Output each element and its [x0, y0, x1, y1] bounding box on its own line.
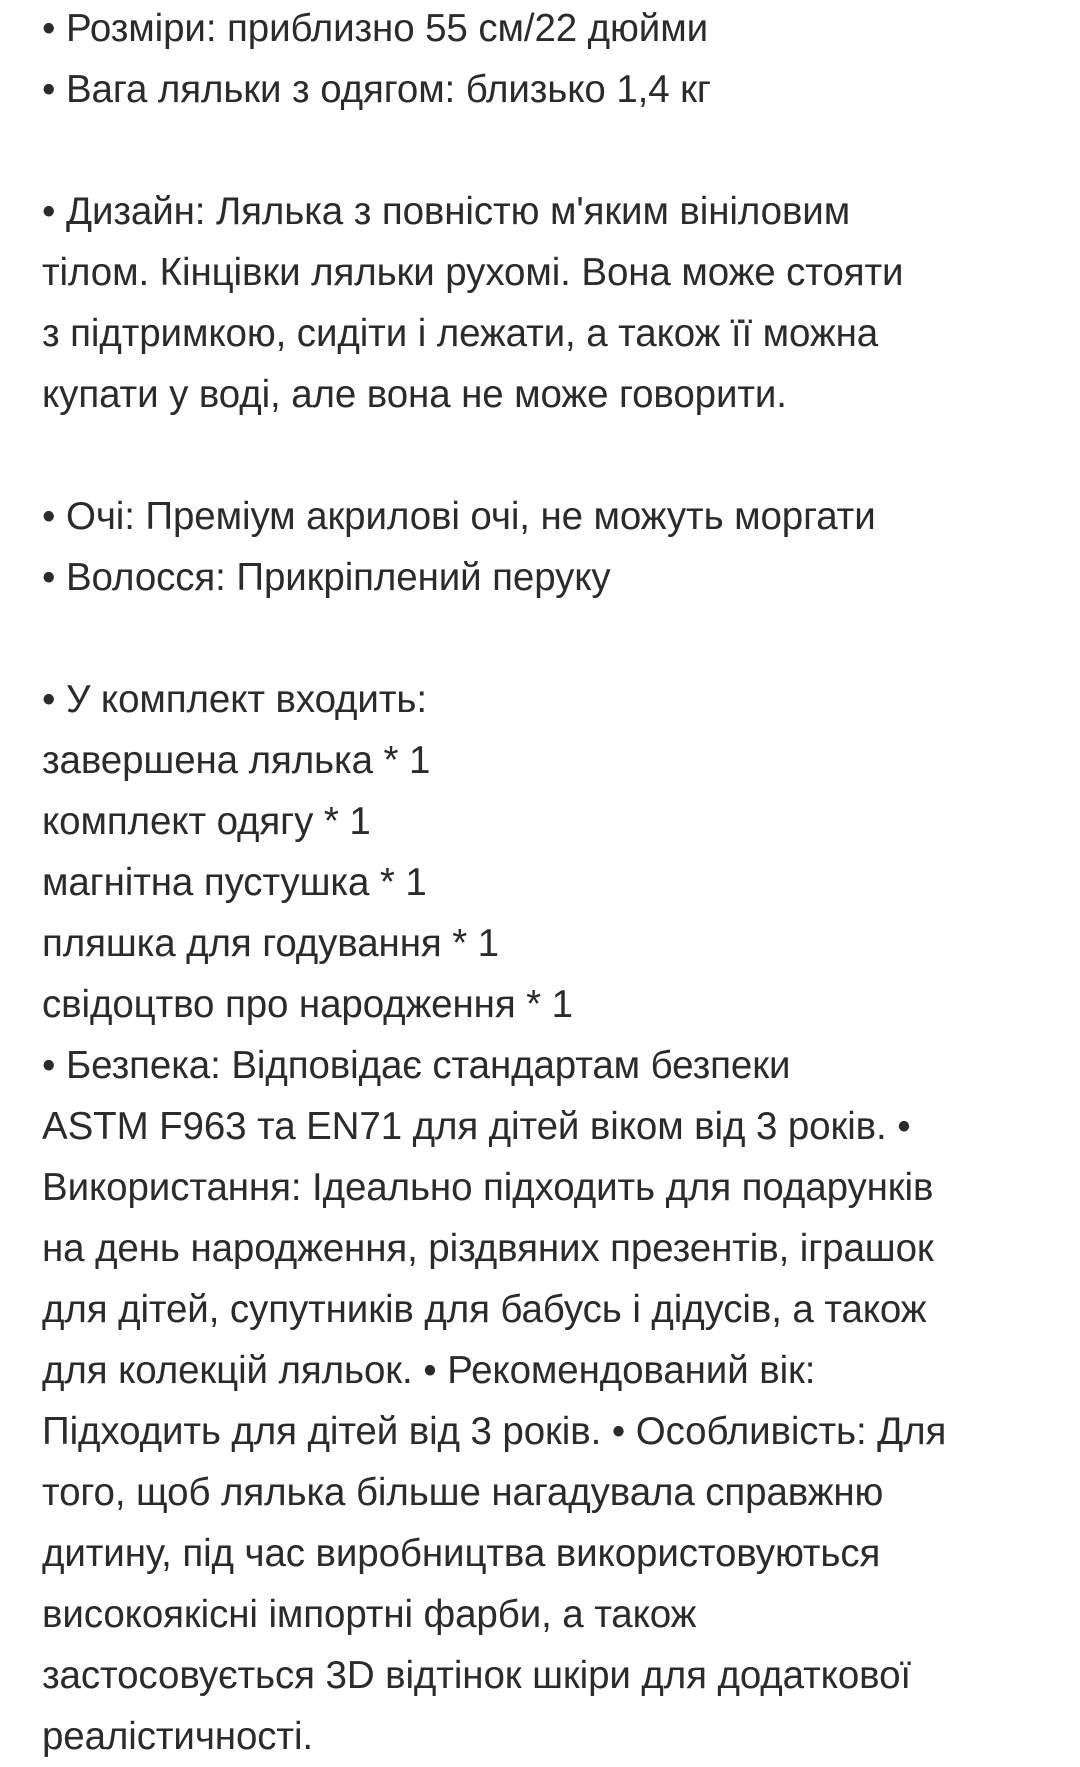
design-paragraph: [42, 181, 1040, 425]
details-line: Використання: Ідеально підходить для подарунків: [42, 1166, 934, 1209]
details-line: високоякісні імпортні фарби, а також: [42, 1593, 697, 1636]
details-line: застосовується 3D відтінок шкіри для додаткової: [42, 1654, 911, 1697]
details-line: для колекцій ляльок. • Рекомендований вік:: [42, 1349, 816, 1392]
package-item: завершена лялька * 1: [42, 739, 431, 782]
details-line: дитину, під час виробництва використовуються: [42, 1532, 881, 1575]
package-contents: [42, 669, 1040, 1035]
details-line: того, щоб лялька більше нагадувала справжню: [42, 1471, 884, 1514]
size-spec-line: • Розміри: приблизно 55 см/22 дюйми: [42, 7, 708, 50]
hair-feature-line: • Волосся: Прикріплений перуку: [42, 556, 611, 599]
paragraph-gap: [42, 120, 1040, 181]
details-line: • Безпека: Відповідає стандартам безпеки: [42, 1044, 791, 1087]
design-line: з підтримкою, сидіти і лежати, а також її можна: [42, 312, 879, 355]
package-item: свідоцтво про народження * 1: [42, 983, 573, 1026]
package-heading: • У комплект входить:: [42, 678, 427, 721]
details-line: на день народження, різдвяних презентів, іграшок: [42, 1227, 934, 1270]
design-line: купати у воді, але вона не може говорити.: [42, 373, 787, 416]
package-item: пляшка для годування * 1: [42, 922, 499, 965]
paragraph-gap: [42, 608, 1040, 669]
details-paragraph: [42, 1035, 1040, 1767]
package-item: комплект одягу * 1: [42, 800, 371, 843]
details-line: реалістичності.: [42, 1715, 314, 1758]
paragraph-gap: [42, 425, 1040, 486]
details-line: Підходить для дітей від 3 років. • Особливість: Для: [42, 1410, 947, 1453]
eyes-feature-line: • Очі: Преміум акрилові очі, не можуть моргати: [42, 495, 876, 538]
weight-spec-line: • Вага ляльки з одягом: близько 1,4 кг: [42, 68, 711, 111]
details-line: ASTM F963 та EN71 для дітей віком від 3 років. •: [42, 1105, 911, 1148]
design-line: • Дизайн: Лялька з повністю м'яким вініловим: [42, 190, 851, 233]
details-line: для дітей, супутників для бабусь і дідусів, а також: [42, 1288, 927, 1331]
design-line: тілом. Кінцівки ляльки рухомі. Вона може стояти: [42, 251, 904, 294]
package-item: магнітна пустушка * 1: [42, 861, 427, 904]
